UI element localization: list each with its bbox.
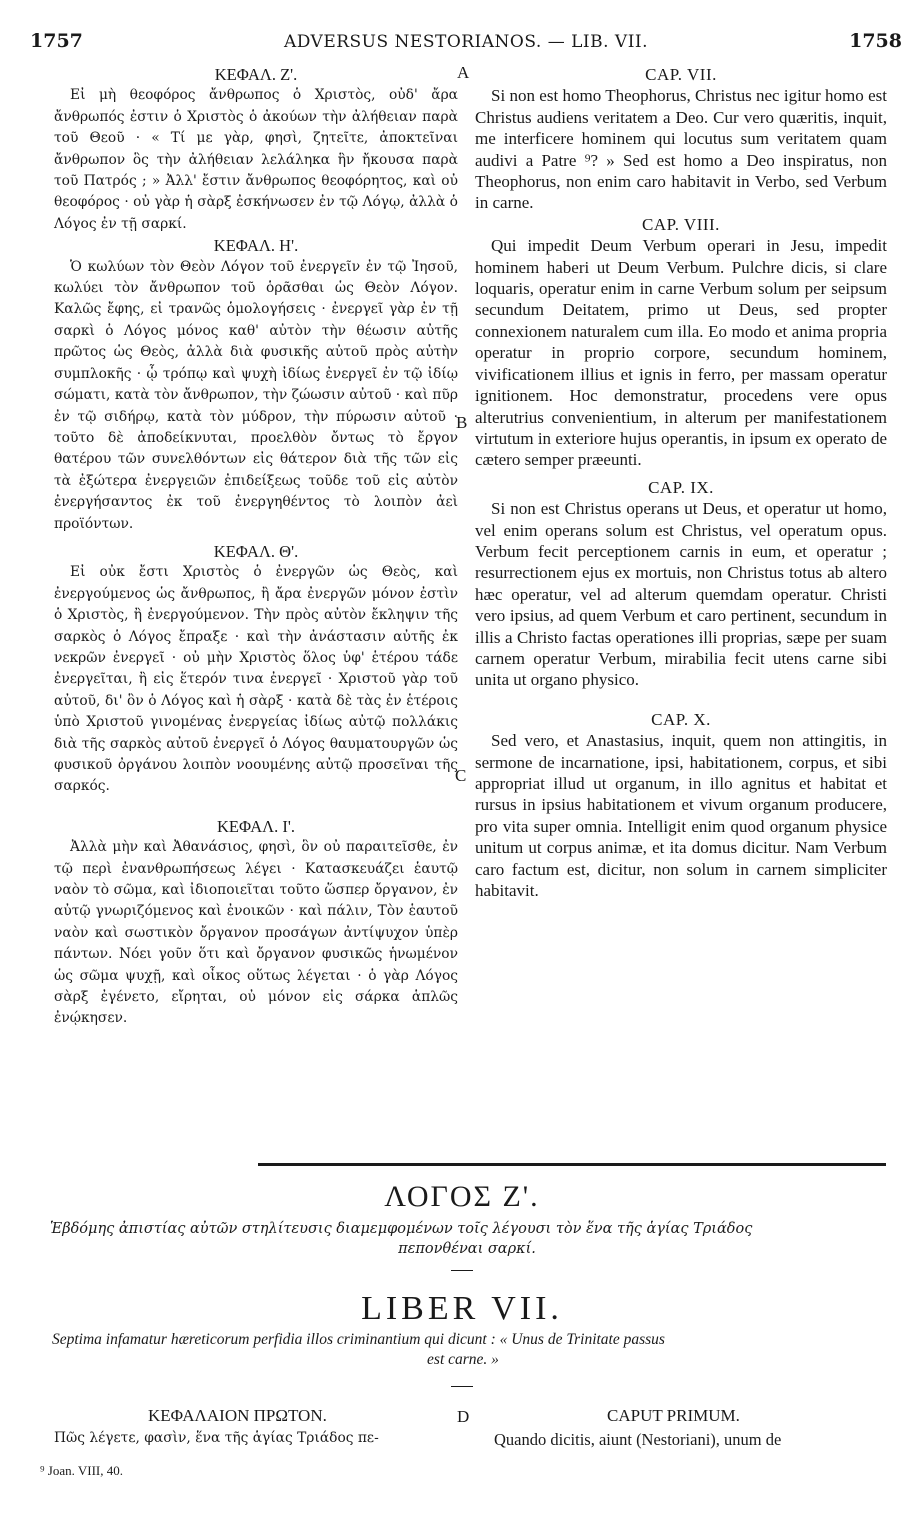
chapter-one-text-greek: Πῶς λέγετε, φασὶν, ἕνα τῆς ἁγίας Τριάδος πε- [54, 1430, 379, 1446]
chapter-one-heading-latin: CAPUT PRIMUM. [607, 1406, 740, 1425]
running-title: ADVERSUS NESTORIANOS. — LIB. VII. [283, 32, 649, 52]
chapter-heading-greek-10: ΚΕΦΑΛ. Ι'. [217, 816, 295, 836]
chapter-text-greek-9: Εἰ οὐκ ἔστι Χριστὸς ὁ ἐνεργῶν ὡς Θεὸς, καὶ ἐνεργούμενος ὡς ἄνθρωπος, ἢ ἄρα ἐνεργῶν μόνον ἐστὶν ὁ Χριστὸς, ἢ ἐνεργούμενον. Τὴν πρὸς αὐτὸν ἔκληψιν τῆς σαρκὸς ὁ Λόγος ἔπραξε · καὶ τὴν ἀνάστασιν αὐτῆς ἐκ νεκρῶν ἐνεργεῖ · οὐ μὴν Χριστὸς ὅλος ὑφ' ἑτέρου τάδε ἐνεργεῖται, ἢ εἰς ἕτερόν τινα ἐνεργεῖ · Χριστοῦ γὰρ τοῦ αὐτοῦ, δι' ὃν ὁ Λόγος καὶ ἡ σὰρξ · κατὰ δὲ τὰς ἐν ἑτέροις ὑπὸ Χριστοῦ γινομένας ἐνεργείας ἰδίως αὐτῷ πολλάκις διὰ τῆς σαρκὸς αὐτοῦ ἐνεργεῖ ὁ Λόγος θαυματουργῶν ὡς φυσικοῦ ὀργάνου λοιπὸν νοουμένης αὐτῷ προσεῖναι τῆς σαρκός. [54, 564, 458, 795]
book-subtitle-greek-line-1: Ἑβδόμης ἀπιστίας αὐτῶν στηλίτευσις διαμεμφομένων τοῖς λέγουσι τὸν ἕνα τῆς ἁγίας Τριάδος [50, 1221, 753, 1237]
short-divider-1 [451, 1270, 473, 1271]
footnote: ⁹ Joan. VIII, 40. [40, 1463, 124, 1478]
page-number-left: 1757 [30, 30, 83, 52]
chapter-text-latin-7: Si non est homo Theophorus, Christus nec igitur homo est Christus audiens veritatem a Deo. Cur vero quæritis, inquit, me interficere hominem qui locutus sum veritatem quam audivi a Patre ⁹? » Sed est homo a Deo inspiratus, non Theophorus, non enim caro habitavit in Verbo, sed Verbum in carne. [475, 86, 887, 213]
book-title-greek: ΛΟΓΟΣ Ζ'. [384, 1180, 540, 1213]
book-subtitle-greek [50, 1219, 884, 1259]
chapter-heading-greek-9: ΚΕΦΑΛ. Θ'. [213, 541, 299, 561]
margin-letter-a: A [457, 63, 470, 82]
book-subtitle-latin [52, 1330, 874, 1370]
book-subtitle-greek-line-2: πεπονθέναι σαρκί. [398, 1241, 536, 1257]
margin-letter-b: B [456, 413, 468, 432]
chapter-heading-greek-7: ΚΕΦΑΛ. Ζ'. [214, 65, 298, 84]
chapter-text-greek-7: Εἰ μὴ θεοφόρος ἄνθρωπος ὁ Χριστὸς, οὐδ' ἄρα ἄνθρωπός ἐστιν ὁ Χριστὸς ὁ ἀκούων τὴν ἀλήθειαν παρὰ τοῦ Θεοῦ · « Τί με γὰρ, φησὶ, ζητεῖτε, ἀποκτεῖναι ἄνθρωπον ὃς τὴν ἀλήθειαν λελάληκα ἣν ἤκουσα παρὰ τοῦ Πατρός ; » Ἀλλ' ἔστιν ἄνθρωπος θεοφόρητος, καὶ οὐ θεοφόρος · οὐ γὰρ ἡ σὰρξ ἐσκήνωσεν ἐν τῷ Λόγῳ, ἀλλὰ ὁ Λόγος ἐν τῇ σαρκί. [54, 87, 458, 232]
short-divider-2 [451, 1386, 473, 1387]
book-subtitle-latin-line-1: Septima infamatur hæreticorum perfidia illos criminantium qui dicunt : « Unus de Trinitate passus [52, 1331, 665, 1348]
chapter-one-text-latin: Quando dicitis, aiunt (Nestoriani), unum de [494, 1430, 782, 1449]
chapter-text-latin-9: Si non est Christus operans ut Deus, et operatur ut homo, vel enim operans solum est Christus, vel operatum opus. Verbum fecit perceptionem carnis in eum, et operatur ; resurrectionem ejus ex mortuis, non Christus totus ab altero hæc operatur, vel ad alterum quemdam operatur. Christi vero ipsius, ad quem Verbum et caro pertinent, secundum in illis a Christo factas operationes illi proprias, sæpe per suam carnem operatur Verbum, mirabilia fecit utens carne sibi unita ut organo physico. [475, 499, 887, 690]
chapter-heading-greek-8: ΚΕΦΑΛ. Η'. [213, 236, 299, 256]
chapter-heading-latin-10: CAP. X. [651, 709, 711, 729]
chapter-text-greek-8: Ὁ κωλύων τὸν Θεὸν Λόγον τοῦ ἐνεργεῖν ἐν τῷ Ἰησοῦ, κωλύει τὸν ἄνθρωπον τοῦ ὁρᾶσθαι ὡς Θεὸν Λόγον. Καλῶς ἔφης, εἰ τρανῶς ὁμολογήσεις · ἐνεργεῖ γὰρ ἐν τῇ σαρκὶ ὁ Λόγος μόνος καθ' αὐτὸν τὴν θέωσιν αὐτῆς πρῶτος ὡς Θεὸς, ἀλλὰ διὰ φυσικῆς αὐτοῦ πρὸς αὐτὴν συμπλοκῆς · ᾧ τρόπῳ καὶ ψυχὴ ἰδίως ἐνεργεῖ ἐν τῷ ἰδίῳ σώματι, κατὰ τὸν ἄνθρωπον, τὴν ζώωσιν αὐτοῦ · καὶ πῦρ ἐν τῷ σιδήρῳ, κατὰ τὸν μύδρον, τὴν πύρωσιν αὐτοῦ · τοῦτο δὲ ἀποδείκνυται, προελθὸν ὄντως τὸ ἔργον θατέρου τῶν συνελθόντων εἰς θάτερον διὰ τῆς τῶν εἰς τὰ ἐξώτερα ἐνεργειῶν ἐπιδείξεως τοῦδε τοῦ εἰς αὐτὸν ἐνεργήσαντος ἐκ τοῦ ἐνεργηθέντος τὸ λοιπὸν ἀεὶ προϊόντων. [54, 258, 458, 532]
margin-letter-d: D [457, 1407, 470, 1426]
page-header [30, 30, 902, 58]
chapter-text-latin-8: Qui impedit Deum Verbum operari in Jesu, impedit hominem haberi ut Deum Verbum. Pulchre dicis, si clare loquaris, operatur enim in carne Verbum solum per seipsum secundum Deitatem, primo ut Deus, sed propter connexionem naturalem cum illa. Eo modo et anima propria operatur in proprio corpore, secundum hominem, vivificationem illius et ignis in ferro, per massam operatur ignitionem. Hoc demonstratur, procedens vere opus alterutrius convenientium, in alterum per manifestationem virtutum in exteriore hujus operantis, in ipsum ex operato de cætero semper præeunti. [475, 236, 887, 470]
latin-column [475, 64, 887, 901]
chapter-one-heading-greek: ΚΕΦΑΛΑΙΟΝ ΠΡΩΤΟΝ. [148, 1406, 327, 1425]
chapter-heading-latin-8: CAP. VIII. [642, 214, 720, 234]
section-divider [258, 1163, 886, 1166]
chapter-heading-latin-7: CAP. VII. [645, 65, 717, 84]
page-number-right: 1758 [849, 30, 902, 52]
greek-column [54, 64, 458, 1030]
chapter-heading-latin-9: CAP. IX. [648, 477, 714, 497]
chapter-text-latin-10: Sed vero, et Anastasius, inquit, quem non attingitis, in sermone de incarnatione, ipsi, habitationem, corpus, et sibi appropriat illud ut organum, in illo agnitus et habitat et rursus in ipsius habitationem et vivum organum producere, pro vita super omnia. Intelligit enim quod organum physice unitum ut corpus animæ, et ita domus dicitur. Nam Verbum caro factum est, dicitur, non solum in carnem simpliciter habitavit. [475, 731, 887, 901]
chapter-text-greek-10: Ἀλλὰ μὴν καὶ Ἀθανάσιος, φησὶ, ὃν οὐ παραιτεῖσθε, ἐν τῷ περὶ ἐνανθρωπήσεως λέγει · Κατασκευάζει ἑαυτῷ ναὸν τὸ σῶμα, καὶ ἰδιοποιεῖται τοῦτο ὥσπερ ὄργανον, ἐν αὐτῷ γνωριζόμενος καὶ ἐνοικῶν · καὶ πάλιν, Τὸν ἑαυτοῦ ναὸν καὶ σωστικὸν ὄργανον προσάγων ἀντίψυχον ὑπὲρ πάντων. Νόει γοῦν ὅτι καὶ ὄργανον φυσικῶς ἡνωμένον ὡς σῶμα ψυχῇ, καὶ οἶκος οὕτως λέγεται · ὁ γὰρ Λόγος σὰρξ ἐγένετο, εἴρηται, οὐ μόνον εἰς σάρκα ἁπλῶς ἐνῴκησεν. [54, 839, 458, 1027]
book-subtitle-latin-line-2: est carne. » [427, 1351, 499, 1368]
margin-letter-c: C [455, 766, 467, 785]
book-title-latin: LIBER VII. [361, 1290, 563, 1327]
